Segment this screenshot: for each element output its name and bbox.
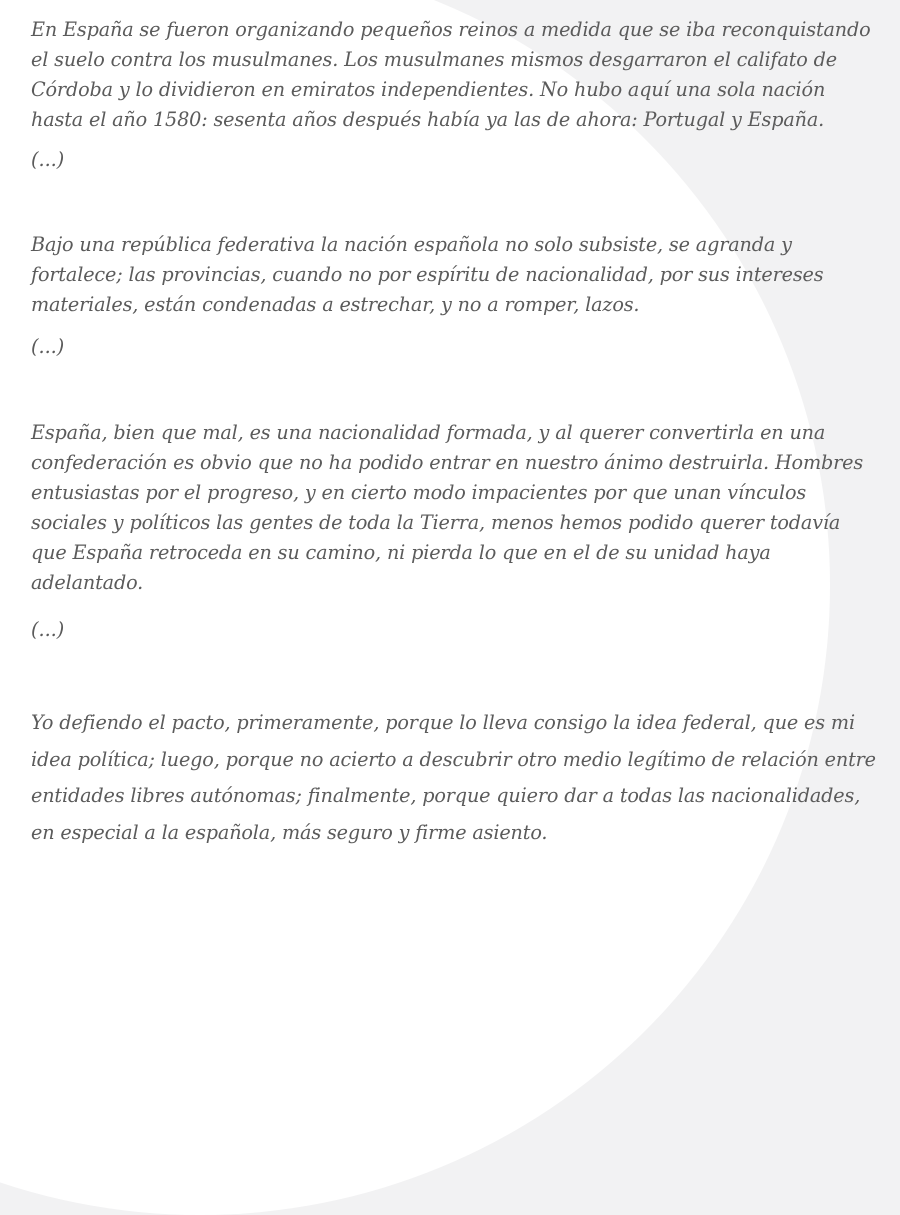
quote-paragraph-1: En España se fueron organizando pequeños reinos a medida que se iba reconquistando el suelo contra los musulmanes. Los musulmanes mismos desgarraron el califato de Córdoba y lo dividieron en emiratos independientes. No hubo aquí una sola nación hasta el año 1580: sesenta años después había ya las de ahora: Portugal y España. bbox=[31, 18, 871, 131]
quote-block-1 bbox=[31, 15, 876, 175]
quote-paragraph-3: España, bien que mal, es una nacionalidad formada, y al querer convertirla en una confederación es obvio que no ha podido entrar en nuestro ánimo destruirla. Hombres entusiastas por el progreso, y en cierto modo impacientes por que unan vínculos sociales y políticos las gentes de toda la Tierra, menos hemos podido querer todavía que España retroceda en su camino, ni pierda lo que en el de su unidad haya adelantado. bbox=[31, 421, 864, 594]
quote-block-4 bbox=[31, 705, 876, 851]
quote-paragraph-4: Yo defiendo el pacto, primeramente, porque lo lleva consigo la idea federal, que es mi idea política; luego, porque no acierto a descubrir otro medio legítimo de relación entre entidades libres autónomas; finalmente, porque quiero dar a todas las nacionalidades, en especial a la española, más seguro y firme asiento. bbox=[31, 711, 876, 844]
omission-marker-2: (...) bbox=[31, 335, 65, 358]
quote-paragraph-2: Bajo una república federativa la nación española no solo subsiste, se agranda y fortalece; las provincias, cuando no por espíritu de nacionalidad, por sus intereses materiales, están condenadas a estrechar, y no a romper, lazos. bbox=[31, 233, 824, 316]
quote-block-3 bbox=[31, 418, 876, 645]
quote-block-2 bbox=[31, 230, 876, 362]
omission-marker-3: (...) bbox=[31, 618, 65, 641]
omission-marker-1: (...) bbox=[31, 148, 65, 171]
quotes-column bbox=[31, 15, 876, 851]
